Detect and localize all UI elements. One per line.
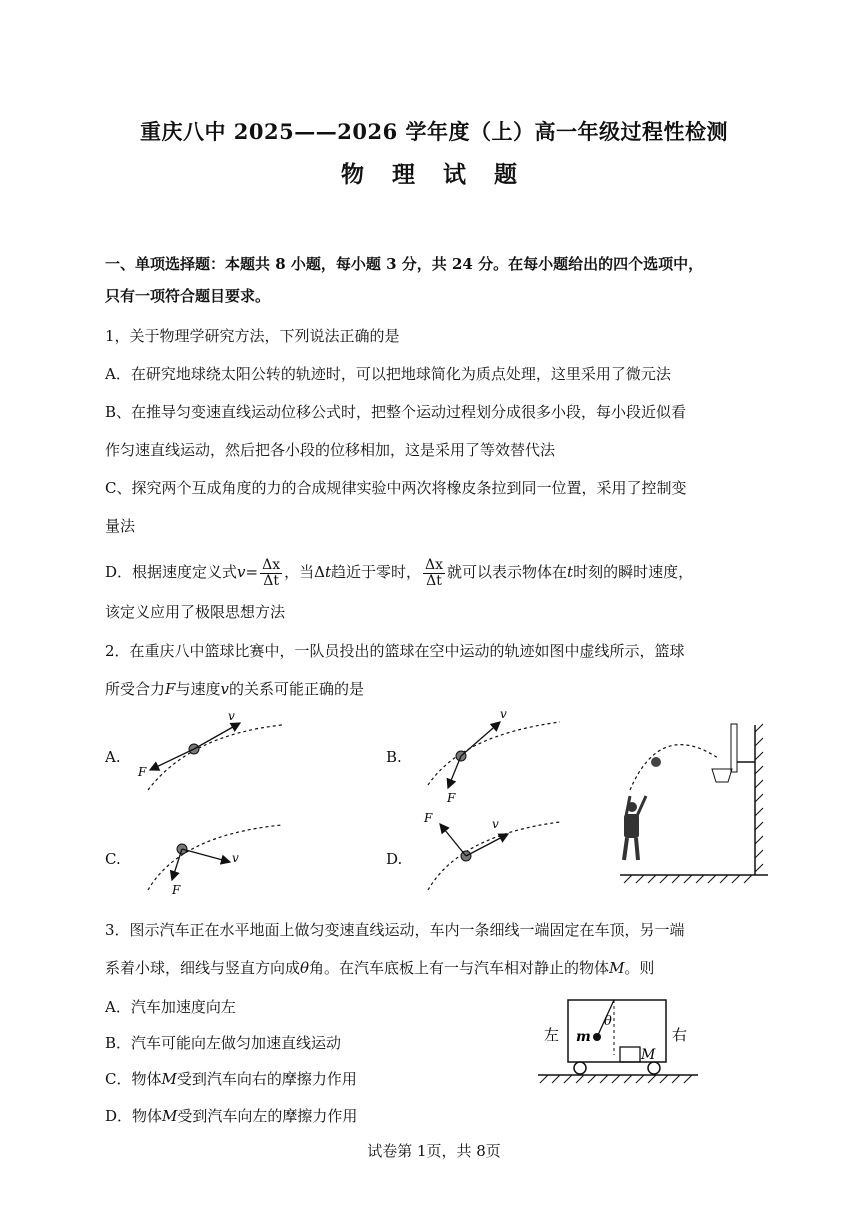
q3-c-part: 受到汽车向右的摩擦力作用 [176, 1070, 357, 1088]
wheel-left-icon [574, 1062, 586, 1074]
q2-figure-d [423, 811, 560, 890]
label-right: 右 [672, 1026, 688, 1044]
q2-figures [0, 700, 868, 910]
q3-d-M: M [162, 1107, 178, 1125]
label-m: m [576, 1029, 591, 1045]
q2-stem-line2 [105, 679, 770, 699]
q1-d-t: t [324, 563, 331, 581]
page-footer: 试卷第 1页，共 8页 [367, 1142, 501, 1160]
velocity-label: v [232, 851, 239, 865]
q3-stem-part: 系着小球，细线与竖直方向成 [105, 959, 301, 977]
trajectory-dashed-curve [428, 822, 560, 890]
label-theta: θ [604, 1014, 612, 1029]
q2-option-d-label: D. [386, 850, 403, 868]
q3-d-part: D．物体 [105, 1107, 163, 1125]
q1-d-eq: = [245, 563, 259, 581]
q2-figure-c [148, 825, 282, 897]
trajectory-dashed-curve [428, 722, 560, 785]
velocity-arrow [461, 722, 500, 756]
q3-stem-theta: θ [300, 959, 310, 977]
q3-option-a: A．汽车加速度向左 [105, 998, 236, 1016]
exam-title: 重庆八中 2025——2026 学年度（上）高一年级过程性检测 [139, 119, 728, 144]
q1-d-mid2: 趋近于零时， [330, 563, 421, 581]
label-left: 左 [544, 1026, 560, 1044]
force-arrow [440, 824, 466, 856]
trajectory-dashed-curve [148, 725, 282, 790]
player-icon [624, 796, 646, 860]
exam-subtitle: 物 理 试 题 [340, 161, 528, 188]
q1-option-d-line2: 该定义应用了极限思想方法 [105, 603, 286, 621]
q2-option-a-label: A. [105, 748, 121, 766]
q3-option-d [105, 1106, 770, 1126]
q1-d-end: 时刻的瞬时速度， [573, 563, 694, 581]
q3-c-part: C．物体 [105, 1070, 162, 1088]
q3-c-M: M [161, 1070, 177, 1088]
q2-stem-v: v [220, 680, 229, 698]
velocity-label: v [500, 707, 507, 721]
q3-option-b: B．汽车可能向左做匀加速直线运动 [105, 1034, 342, 1052]
q1-d-fraction-num: Δx [262, 556, 281, 573]
basketball-icon [651, 757, 661, 767]
wheel-right-icon [648, 1062, 660, 1074]
q1-stem: 1，关于物理学研究方法，下列说法正确的是 [105, 327, 400, 345]
q2-stem-part: 与速度 [175, 680, 221, 698]
block-M [620, 1047, 640, 1062]
section-heading-line1: 一、单项选择题：本题共 8 小题，每小题 3 分，共 24 分。在每小题给出的四个选项中， [105, 255, 704, 273]
ball-icon [593, 1033, 601, 1041]
q1-d-fraction2 [423, 558, 445, 589]
q2-stem-part: 所受合力 [105, 680, 166, 698]
q1-d-prefix: D．根据速度定义式 [105, 563, 238, 581]
q1-d-t2: t [567, 563, 574, 581]
velocity-label: v [228, 709, 235, 723]
force-label: F [138, 765, 147, 779]
q1-d-fraction2-num: Δx [425, 556, 444, 573]
q2-figure-b [428, 707, 560, 805]
q1-option-c-line1: C、探究两个互成角度的力的合成规律实验中两次将橡皮条拉到同一位置，采用了控制变 [105, 479, 687, 497]
backboard [731, 724, 737, 772]
q2-stem-line1: 2．在重庆八中篮球比赛中，一队员投出的篮球在空中运动的轨迹如图中虚线所示，篮球 [105, 642, 685, 660]
q1-d-fraction-den: Δt [263, 572, 279, 589]
q2-option-b-label: B. [386, 748, 402, 766]
label-M: M [641, 1047, 656, 1063]
velocity-arrow [194, 723, 240, 749]
section-heading-line2: 只有一项符合题目要求。 [105, 287, 271, 305]
q2-stem-part: 的关系可能正确的是 [228, 680, 364, 698]
q1-option-b-line1: B、在推导匀变速直线运动位移公式时，把整个运动过程划分成很多小段，每小段近似看 [105, 403, 687, 421]
q3-car-figure [530, 995, 710, 1095]
velocity-arrow [182, 849, 230, 862]
force-arrow [172, 849, 182, 880]
q3-stem-line1: 3．图示汽车正在水平地面上做匀变速直线运动，车内一条细线一端固定在车顶，另一端 [105, 921, 685, 939]
q2-stem-F: F [165, 680, 176, 698]
q3-stem-part: 角。在汽车底板上有一与汽车相对静止的物体 [309, 959, 610, 977]
velocity-label: v [492, 817, 499, 831]
force-label: F [447, 791, 456, 805]
force-label: F [424, 811, 433, 825]
q3-d-part: 受到汽车向左的摩擦力作用 [177, 1107, 358, 1125]
force-arrow [150, 749, 194, 770]
basketball-scene [620, 724, 768, 883]
q1-d-fraction2-den: Δt [426, 572, 442, 589]
force-label: F [172, 883, 181, 897]
q1-d-mid1: ，当Δ [284, 563, 325, 581]
q1-option-b-line2: 作匀速直线运动，然后把各小段的位移相加，这是采用了等效替代法 [105, 441, 556, 459]
q3-stem-M: M [609, 959, 625, 977]
basket-net [712, 769, 732, 782]
velocity-arrow [466, 834, 508, 856]
q1-option-d-line1 [105, 555, 770, 589]
q1-d-v: v [237, 563, 246, 581]
q1-option-c-line2: 量法 [105, 517, 136, 535]
q2-option-c-label: C. [105, 850, 121, 868]
ball-trajectory [630, 745, 718, 790]
q1-d-mid3: 就可以表示物体在 [447, 563, 568, 581]
q1-option-a: A．在研究地球绕太阳公转的轨迹时，可以把地球简化为质点处理，这里采用了微元法 [105, 365, 671, 383]
q3-stem-part: 。则 [624, 959, 655, 977]
q3-stem-line2 [105, 958, 770, 978]
q1-d-fraction [260, 558, 282, 589]
q2-figure-a [137, 709, 282, 790]
